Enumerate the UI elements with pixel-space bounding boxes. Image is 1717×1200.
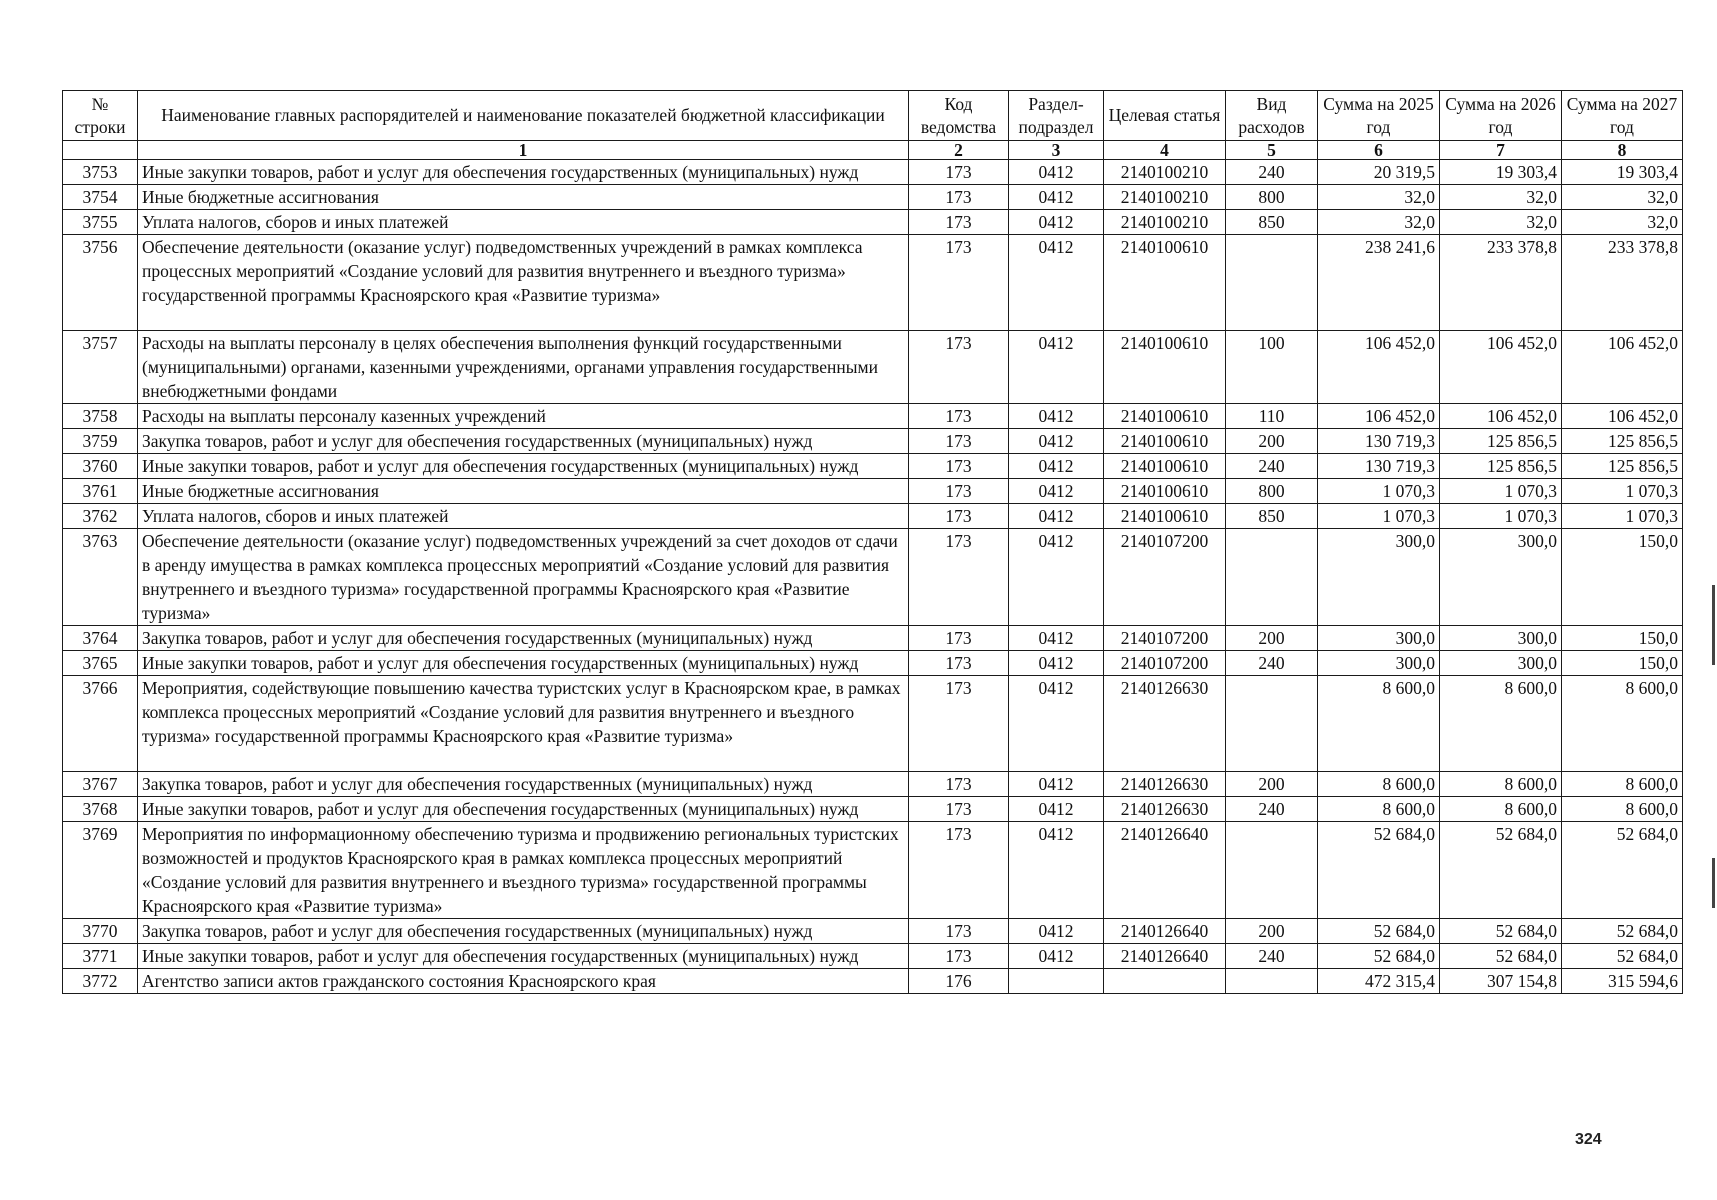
row-number: 3769 <box>63 822 138 919</box>
sum-2027: 52 684,0 <box>1562 944 1683 969</box>
sum-2025: 238 241,6 <box>1318 235 1440 331</box>
section-code: 0412 <box>1009 919 1104 944</box>
table-row <box>63 331 1683 404</box>
expense-type: 200 <box>1226 772 1318 797</box>
target-article: 2140100610 <box>1104 504 1226 529</box>
column-number: 3 <box>1009 141 1104 160</box>
row-number: 3757 <box>63 331 138 404</box>
section-code: 0412 <box>1009 331 1104 404</box>
expense-type <box>1226 969 1318 994</box>
row-name: Уплата налогов, сборов и иных платежей <box>138 504 909 529</box>
row-name: Расходы на выплаты персоналу казенных учреждений <box>138 404 909 429</box>
sum-2025: 130 719,3 <box>1318 429 1440 454</box>
sum-2026: 32,0 <box>1440 185 1562 210</box>
column-number: 5 <box>1226 141 1318 160</box>
sum-2025: 300,0 <box>1318 529 1440 626</box>
target-article: 2140100210 <box>1104 185 1226 210</box>
row-number: 3754 <box>63 185 138 210</box>
department-code: 173 <box>909 429 1009 454</box>
expense-type: 240 <box>1226 944 1318 969</box>
scan-edge-mark <box>1712 585 1715 665</box>
sum-2027: 32,0 <box>1562 210 1683 235</box>
sum-2026: 8 600,0 <box>1440 676 1562 772</box>
expense-type: 800 <box>1226 185 1318 210</box>
target-article: 2140126630 <box>1104 676 1226 772</box>
row-name: Закупка товаров, работ и услуг для обеспечения государственных (муниципальных) нужд <box>138 919 909 944</box>
sum-2025: 52 684,0 <box>1318 919 1440 944</box>
header-row-number: № строки <box>63 91 138 141</box>
row-name: Обеспечение деятельности (оказание услуг) подведомственных учреждений в рамках комплекса процессных мероприятий «Создание условий для развития внутреннего и въездного туризма» государственной программы Красноярского края «Развитие туризма» <box>138 235 909 331</box>
row-name: Расходы на выплаты персоналу в целях обеспечения выполнения функций государственными (муниципальными) органами, казенными учреждениями, органами управления государственными внебюджетными фондами <box>138 331 909 404</box>
sum-2027: 52 684,0 <box>1562 822 1683 919</box>
target-article: 2140107200 <box>1104 651 1226 676</box>
row-name: Обеспечение деятельности (оказание услуг) подведомственных учреждений за счет доходов от сдачи в аренду имущества в рамках комплекса процессных мероприятий «Создание условий для развития внутреннего и въездного туризма» государственной программы Красноярского края «Развитие туризма» <box>138 529 909 626</box>
sum-2025: 1 070,3 <box>1318 479 1440 504</box>
sum-2027: 106 452,0 <box>1562 331 1683 404</box>
column-number: 2 <box>909 141 1009 160</box>
target-article: 2140126640 <box>1104 944 1226 969</box>
table-row <box>63 504 1683 529</box>
row-number: 3753 <box>63 160 138 185</box>
table-header-row <box>63 91 1683 141</box>
target-article: 2140100610 <box>1104 454 1226 479</box>
expense-type <box>1226 676 1318 772</box>
section-code: 0412 <box>1009 504 1104 529</box>
row-number: 3755 <box>63 210 138 235</box>
column-number: 7 <box>1440 141 1562 160</box>
section-code: 0412 <box>1009 797 1104 822</box>
sum-2025: 106 452,0 <box>1318 404 1440 429</box>
department-code: 173 <box>909 454 1009 479</box>
expense-type: 200 <box>1226 626 1318 651</box>
row-number: 3768 <box>63 797 138 822</box>
section-code: 0412 <box>1009 772 1104 797</box>
target-article: 2140126640 <box>1104 822 1226 919</box>
sum-2025: 52 684,0 <box>1318 944 1440 969</box>
table-row <box>63 454 1683 479</box>
section-code: 0412 <box>1009 454 1104 479</box>
sum-2026: 1 070,3 <box>1440 479 1562 504</box>
sum-2026: 300,0 <box>1440 651 1562 676</box>
sum-2026: 307 154,8 <box>1440 969 1562 994</box>
sum-2027: 150,0 <box>1562 626 1683 651</box>
sum-2027: 8 600,0 <box>1562 772 1683 797</box>
sum-2026: 300,0 <box>1440 626 1562 651</box>
sum-2027: 125 856,5 <box>1562 429 1683 454</box>
target-article: 2140107200 <box>1104 529 1226 626</box>
section-code: 0412 <box>1009 529 1104 626</box>
row-number: 3758 <box>63 404 138 429</box>
row-name: Закупка товаров, работ и услуг для обеспечения государственных (муниципальных) нужд <box>138 429 909 454</box>
target-article: 2140100610 <box>1104 479 1226 504</box>
department-code: 173 <box>909 235 1009 331</box>
table-row <box>63 479 1683 504</box>
row-number: 3765 <box>63 651 138 676</box>
expense-type: 240 <box>1226 651 1318 676</box>
section-code: 0412 <box>1009 404 1104 429</box>
row-name: Иные закупки товаров, работ и услуг для обеспечения государственных (муниципальных) нужд <box>138 797 909 822</box>
column-number: 8 <box>1562 141 1683 160</box>
target-article: 2140100210 <box>1104 160 1226 185</box>
target-article: 2140100610 <box>1104 331 1226 404</box>
header-section: Раздел- подраздел <box>1009 91 1104 141</box>
row-number: 3760 <box>63 454 138 479</box>
sum-2026: 8 600,0 <box>1440 772 1562 797</box>
header-sum-2027: Сумма на 2027 год <box>1562 91 1683 141</box>
row-name: Закупка товаров, работ и услуг для обеспечения государственных (муниципальных) нужд <box>138 626 909 651</box>
sum-2027: 19 303,4 <box>1562 160 1683 185</box>
sum-2027: 150,0 <box>1562 651 1683 676</box>
column-numbers-row <box>63 141 1683 160</box>
department-code: 173 <box>909 797 1009 822</box>
sum-2027: 8 600,0 <box>1562 676 1683 772</box>
section-code: 0412 <box>1009 676 1104 772</box>
expense-type <box>1226 529 1318 626</box>
sum-2025: 8 600,0 <box>1318 797 1440 822</box>
department-code: 173 <box>909 822 1009 919</box>
expense-type: 110 <box>1226 404 1318 429</box>
department-code: 173 <box>909 331 1009 404</box>
sum-2027: 315 594,6 <box>1562 969 1683 994</box>
sum-2026: 125 856,5 <box>1440 454 1562 479</box>
row-number: 3772 <box>63 969 138 994</box>
sum-2025: 300,0 <box>1318 626 1440 651</box>
section-code: 0412 <box>1009 235 1104 331</box>
table-row <box>63 404 1683 429</box>
table-row <box>63 944 1683 969</box>
sum-2025: 130 719,3 <box>1318 454 1440 479</box>
department-code: 173 <box>909 404 1009 429</box>
row-name: Мероприятия по информационному обеспечению туризма и продвижению региональных туристских возможностей и продуктов Красноярского края в рамках комплекса процессных мероприятий «Создание условий для развития внутреннего и въездного туризма» государственной программы Красноярского края «Развитие туризма» <box>138 822 909 919</box>
expense-type: 850 <box>1226 210 1318 235</box>
section-code: 0412 <box>1009 185 1104 210</box>
expense-type: 850 <box>1226 504 1318 529</box>
table-row <box>63 676 1683 772</box>
section-code <box>1009 969 1104 994</box>
sum-2026: 233 378,8 <box>1440 235 1562 331</box>
department-code: 173 <box>909 479 1009 504</box>
table-body <box>63 160 1683 994</box>
department-code: 173 <box>909 529 1009 626</box>
row-name: Иные бюджетные ассигнования <box>138 479 909 504</box>
target-article: 2140126630 <box>1104 797 1226 822</box>
row-name: Иные закупки товаров, работ и услуг для обеспечения государственных (муниципальных) нужд <box>138 160 909 185</box>
table-row <box>63 797 1683 822</box>
target-article: 2140107200 <box>1104 626 1226 651</box>
header-department-code: Код ведомства <box>909 91 1009 141</box>
sum-2027: 8 600,0 <box>1562 797 1683 822</box>
section-code: 0412 <box>1009 160 1104 185</box>
department-code: 173 <box>909 504 1009 529</box>
sum-2026: 1 070,3 <box>1440 504 1562 529</box>
table-row <box>63 235 1683 331</box>
department-code: 173 <box>909 210 1009 235</box>
target-article: 2140100610 <box>1104 404 1226 429</box>
sum-2026: 52 684,0 <box>1440 822 1562 919</box>
row-number: 3771 <box>63 944 138 969</box>
section-code: 0412 <box>1009 479 1104 504</box>
department-code: 173 <box>909 185 1009 210</box>
header-expense-type: Вид расходов <box>1226 91 1318 141</box>
expense-type: 200 <box>1226 429 1318 454</box>
header-sum-2026: Сумма на 2026 год <box>1440 91 1562 141</box>
sum-2026: 32,0 <box>1440 210 1562 235</box>
sum-2026: 300,0 <box>1440 529 1562 626</box>
sum-2026: 106 452,0 <box>1440 404 1562 429</box>
sum-2025: 8 600,0 <box>1318 772 1440 797</box>
table-row <box>63 210 1683 235</box>
department-code: 173 <box>909 919 1009 944</box>
row-number: 3761 <box>63 479 138 504</box>
header-name: Наименование главных распорядителей и наименование показателей бюджетной классификации <box>138 91 909 141</box>
sum-2027: 233 378,8 <box>1562 235 1683 331</box>
row-number: 3767 <box>63 772 138 797</box>
sum-2027: 52 684,0 <box>1562 919 1683 944</box>
section-code: 0412 <box>1009 429 1104 454</box>
column-number: 4 <box>1104 141 1226 160</box>
table-row <box>63 772 1683 797</box>
table-row <box>63 969 1683 994</box>
sum-2026: 125 856,5 <box>1440 429 1562 454</box>
department-code: 176 <box>909 969 1009 994</box>
header-target-article: Целевая статья <box>1104 91 1226 141</box>
column-number: 1 <box>138 141 909 160</box>
department-code: 173 <box>909 626 1009 651</box>
sum-2026: 52 684,0 <box>1440 919 1562 944</box>
department-code: 173 <box>909 676 1009 772</box>
section-code: 0412 <box>1009 210 1104 235</box>
sum-2025: 300,0 <box>1318 651 1440 676</box>
row-name: Иные закупки товаров, работ и услуг для обеспечения государственных (муниципальных) нужд <box>138 944 909 969</box>
expense-type: 240 <box>1226 454 1318 479</box>
row-name: Закупка товаров, работ и услуг для обеспечения государственных (муниципальных) нужд <box>138 772 909 797</box>
table-row <box>63 651 1683 676</box>
sum-2026: 19 303,4 <box>1440 160 1562 185</box>
row-number: 3756 <box>63 235 138 331</box>
row-number: 3759 <box>63 429 138 454</box>
scan-edge-mark <box>1712 858 1715 908</box>
target-article: 2140126640 <box>1104 919 1226 944</box>
department-code: 173 <box>909 651 1009 676</box>
expense-type <box>1226 822 1318 919</box>
row-name: Уплата налогов, сборов и иных платежей <box>138 210 909 235</box>
row-name: Мероприятия, содействующие повышению качества туристских услуг в Красноярском крае, в рамках комплекса процессных мероприятий «Создание условий для развития внутреннего и въездного туризма» государственной программы Красноярского края «Развитие туризма» <box>138 676 909 772</box>
sum-2025: 20 319,5 <box>1318 160 1440 185</box>
table-row <box>63 185 1683 210</box>
row-number: 3766 <box>63 676 138 772</box>
sum-2025: 472 315,4 <box>1318 969 1440 994</box>
row-name: Иные закупки товаров, работ и услуг для обеспечения государственных (муниципальных) нужд <box>138 651 909 676</box>
row-number: 3763 <box>63 529 138 626</box>
target-article: 2140100210 <box>1104 210 1226 235</box>
table-row <box>63 822 1683 919</box>
page-number: 324 <box>1575 1131 1602 1148</box>
table-row <box>63 919 1683 944</box>
expense-type: 800 <box>1226 479 1318 504</box>
sum-2025: 106 452,0 <box>1318 331 1440 404</box>
sum-2027: 32,0 <box>1562 185 1683 210</box>
budget-table <box>62 90 1683 994</box>
section-code: 0412 <box>1009 944 1104 969</box>
department-code: 173 <box>909 160 1009 185</box>
expense-type: 240 <box>1226 160 1318 185</box>
section-code: 0412 <box>1009 626 1104 651</box>
sum-2025: 52 684,0 <box>1318 822 1440 919</box>
target-article: 2140100610 <box>1104 429 1226 454</box>
row-number: 3770 <box>63 919 138 944</box>
sum-2025: 8 600,0 <box>1318 676 1440 772</box>
expense-type <box>1226 235 1318 331</box>
department-code: 173 <box>909 944 1009 969</box>
target-article: 2140100610 <box>1104 235 1226 331</box>
sum-2025: 1 070,3 <box>1318 504 1440 529</box>
sum-2026: 106 452,0 <box>1440 331 1562 404</box>
row-number: 3764 <box>63 626 138 651</box>
row-name: Иные закупки товаров, работ и услуг для обеспечения государственных (муниципальных) нужд <box>138 454 909 479</box>
sum-2025: 32,0 <box>1318 185 1440 210</box>
target-article: 2140126630 <box>1104 772 1226 797</box>
expense-type: 100 <box>1226 331 1318 404</box>
table-row <box>63 160 1683 185</box>
header-sum-2025: Сумма на 2025 год <box>1318 91 1440 141</box>
table-row <box>63 529 1683 626</box>
table-row <box>63 429 1683 454</box>
section-code: 0412 <box>1009 822 1104 919</box>
sum-2026: 52 684,0 <box>1440 944 1562 969</box>
row-number: 3762 <box>63 504 138 529</box>
section-code: 0412 <box>1009 651 1104 676</box>
column-number: 6 <box>1318 141 1440 160</box>
row-name: Иные бюджетные ассигнования <box>138 185 909 210</box>
row-name: Агентство записи актов гражданского состояния Красноярского края <box>138 969 909 994</box>
sum-2026: 8 600,0 <box>1440 797 1562 822</box>
sum-2027: 150,0 <box>1562 529 1683 626</box>
department-code: 173 <box>909 772 1009 797</box>
expense-type: 240 <box>1226 797 1318 822</box>
table-row <box>63 626 1683 651</box>
sum-2025: 32,0 <box>1318 210 1440 235</box>
sum-2027: 1 070,3 <box>1562 479 1683 504</box>
target-article <box>1104 969 1226 994</box>
sum-2027: 106 452,0 <box>1562 404 1683 429</box>
expense-type: 200 <box>1226 919 1318 944</box>
sum-2027: 1 070,3 <box>1562 504 1683 529</box>
sum-2027: 125 856,5 <box>1562 454 1683 479</box>
